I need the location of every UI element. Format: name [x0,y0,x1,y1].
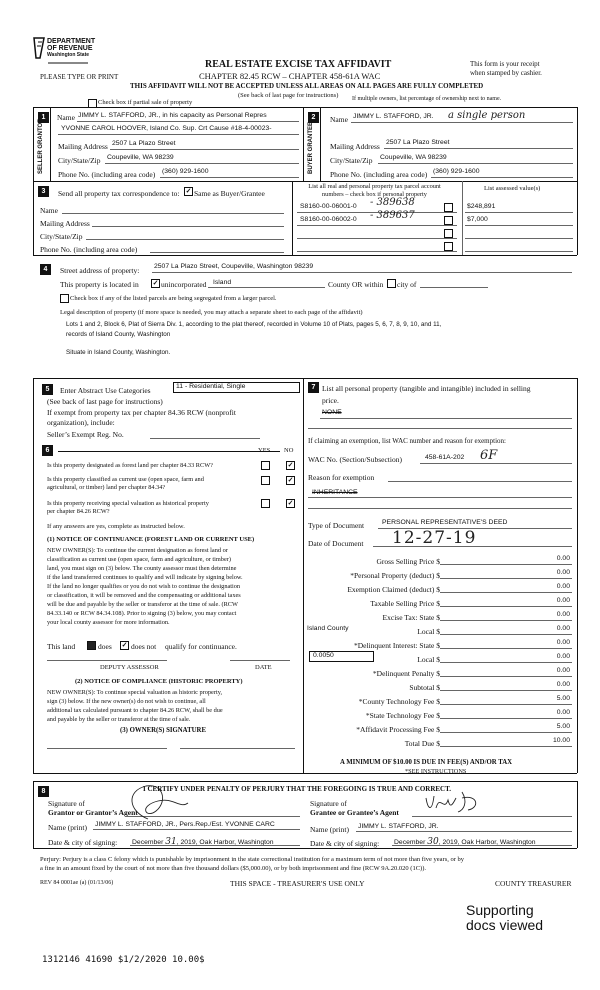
segregated-checkbox[interactable] [60,294,69,303]
notice2-line: NEW OWNER(S): To continue special valuation as historic property, [47,689,223,696]
personal-property-label-2: price. [322,396,339,405]
minimum-due-note: A MINIMUM OF $10.00 IS DUE IN FEE(S) AND/OR TAX [340,759,513,766]
section-5-badge: 5 [42,384,53,395]
doc-type-value[interactable]: PERSONAL REPRESENTATIVE'S DEED [382,519,508,526]
notice2-line: sign (3) below. If the new owner(s) do not wish to continue, all [47,698,206,705]
corr-phone-label: Phone No. (including area code) [40,245,138,254]
treasurer-space: THIS SPACE - TREASURER'S USE ONLY [230,879,365,888]
question-current-use-1: Is this property classified as current use (open space, farm and [47,476,204,483]
this-land-label: This land [47,642,76,651]
notice2-line: additional tax calculated pursuant to chapter 84.26 RCW, shall be due [47,707,223,714]
forest-yes-checkbox[interactable] [261,461,270,470]
grantee-date-rest: , 2019, Oak Harbor, Washington [438,839,536,846]
seller-vertical-label: SELLER GRANTOR [38,118,44,174]
certify-statement: I CERTIFY UNDER PENALTY OF PERJURY THAT THE FOREGOING IS TRUE AND CORRECT. [143,785,452,793]
tax-row-value[interactable]: 0.00 [556,625,570,632]
question-historic-1: Is this property receiving special valuation as historical property [47,500,209,507]
seller-exempt-reg-label: Seller’s Exempt Reg. No. [47,430,124,439]
tax-row-label: Taxable Selling Price $ [370,599,440,608]
dept-line3: Washington State [47,52,90,58]
assessed-value[interactable]: $248,891 [467,203,496,210]
grantee-sig-label-2: Grantee or Grantee’s Agent [310,808,399,817]
section5-see-back: (See back of last page for instructions) [47,397,163,406]
tax-row-label: Local $ [417,627,440,636]
yes-header: YES [258,447,271,454]
legal-label: Legal description of property (if more space is needed, you may attach a separate sheet to each page of the affidavit) [60,309,363,316]
city-of-label: city of [397,280,417,289]
tax-row-label: Gross Selling Price $ [376,557,440,566]
tax-row-label: Local $ [417,655,440,664]
notice1-line: 84.33.140 or RCW 84.34.108). Prior to signing (3) below, you may contact [47,610,237,617]
personal-property-checkbox[interactable] [444,229,453,238]
wac-label: WAC No. (Section/Subsection) [308,455,402,464]
tax-row-value[interactable]: 0.00 [556,583,570,590]
question-current-use-2: agricultural, or timber) land per chapter 84.34? [47,484,166,491]
notice1-line: NEW OWNER(S): To continue the current designation as forest land or [47,547,228,554]
grantee-date-label: Date & city of signing: [310,839,380,848]
grantor-sig-label-2: Grantor or Grantor’s Agent [48,808,138,817]
personal-property-label-1: List all personal property (tangible and intangible) included in selling [322,384,531,393]
tax-row-value[interactable]: 5.00 [556,723,570,730]
tax-row-value[interactable]: 0.00 [556,611,570,618]
supporting-line-1: Supporting [466,902,534,918]
personal-property-value[interactable]: NONE [322,409,342,416]
parcel-header-2: numbers – check box if personal property [322,191,427,198]
tax-row-label: *Delinquent Penalty $ [372,669,440,678]
dept-line1: DEPARTMENT [47,38,96,45]
assessor-date-label: DATE [255,664,272,671]
buyer-city[interactable]: Coupeville, WA 98239 [380,154,447,161]
personal-property-checkbox[interactable] [444,203,453,212]
tax-row-label: *Affidavit Processing Fee $ [356,725,440,734]
section-4-badge: 4 [40,264,51,275]
reason-label: Reason for exemption [308,473,375,482]
grantor-sig-label-1: Signature of [48,799,85,808]
see-instructions-note: *SEE INSTRUCTIONS [405,768,467,775]
dept-line2: OF REVENUE [47,45,93,52]
seller-address[interactable]: 2507 La Plazo Street [112,140,176,147]
legal-description-1: Lots 1 and 2, Block 6, Plat of Sierra Div. 1, according to the plat thereof, recorded in Volume 10 of Plats, pages 5, 6, 7, 8, 9, 10, and 11, [66,321,442,328]
perjury-line-1: Perjury: Perjury is a class C felony which is punishable by imprisonment in the state correctional institution for a maximum term of not more than five years, or by [40,856,465,863]
parcel-header-1: List all real and personal property tax parcel account [308,183,441,190]
current-use-no-checkbox[interactable]: ✓ [287,477,294,484]
buyer-name-label: Name [330,115,348,124]
county-suffix: County OR within [328,280,384,289]
corr-city-label: City/State/Zip [40,232,83,241]
unincorporated-checkbox[interactable]: ✓ [152,280,159,287]
county-name[interactable]: Island [213,279,232,286]
assessed-value-header: List assessed value(s) [484,185,541,192]
legal-description-2: records of Island County, Washington [66,331,171,338]
grantee-date-month: December [394,839,426,846]
tax-row-value[interactable]: 0.00 [556,653,570,660]
notice-compliance-text [47,688,223,724]
receipt-note-2: when stamped by cashier. [470,69,542,77]
notice-continuance-text [47,546,243,627]
notice1-line: classification as current use (open space, farm and agriculture, or timber) [47,556,231,563]
notice1-line: your local county assessor for more information. [47,619,170,626]
doc-date-value[interactable]: 12-27-19 [392,528,477,548]
notice2-line: and payable by the seller or transferor at the time of sale. [47,716,191,723]
same-as-buyer-checkbox[interactable]: ✓ [185,188,192,195]
wac-number[interactable]: 458-61A-202 [425,454,465,461]
tax-row-label: Exemption Claimed (deduct) $ [347,585,440,594]
personal-property-checkbox[interactable] [444,216,453,225]
tax-row-value[interactable]: 0.00 [556,639,570,646]
personal-property-checkbox[interactable] [444,242,453,251]
unincorporated-label: unincorporated [161,280,207,289]
form-title: REAL ESTATE EXCISE TAX AFFIDAVIT [205,59,392,70]
doc-date-label: Date of Document [308,539,364,548]
legal-description-3: Situate in Island County, Washington. [66,349,171,356]
grantee-name[interactable]: JIMMY L. STAFFORD, JR. [358,823,439,830]
forest-no-checkbox[interactable]: ✓ [287,462,294,469]
buyer-phone-label: Phone No. (including area code) [330,170,428,179]
no-header: NO [284,447,294,454]
section-1-badge: 1 [38,112,49,123]
seller-phone-label: Phone No. (including area code) [58,170,156,179]
deputy-assessor-label: DEPUTY ASSESSOR [100,664,159,671]
tax-row-label: Total Due $ [404,739,440,748]
supporting-line-2: docs viewed [466,917,544,933]
historic-no-checkbox[interactable]: ✓ [287,500,294,507]
does-label: does [98,642,112,651]
buyer-address-label: Mailing Address [330,142,380,151]
if-any-yes: If any answers are yes, complete as instructed below. [47,523,185,530]
buyer-name-handwritten: a single person [448,110,526,121]
tax-row-label: *State Technology Fee $ [365,711,440,720]
exempt-line-1: If exempt from property tax per chapter 84.36 RCW (nonprofit [47,408,236,417]
qualify-label: qualify for continuance. [165,642,237,651]
grantee-sig-label [310,799,399,817]
land-does-not-checkbox[interactable]: ✓ [121,642,128,649]
seller-city-label: City/State/Zip [58,156,101,165]
grantor-date-label: Date & city of signing: [48,838,118,847]
buyer-city-label: City/State/Zip [330,156,373,165]
buyer-phone[interactable]: (360) 929-1600 [433,168,480,175]
section-7-badge: 7 [308,382,319,393]
seller-city[interactable]: Coupeville, WA 98239 [107,154,174,161]
tax-row-label: *County Technology Fee $ [358,697,440,706]
tax-row-label: Excise Tax: State $ [382,613,440,622]
parcel-handwritten: - 389637 [370,210,415,221]
receipt-note [470,60,542,78]
corr-name-label: Name [40,206,58,215]
buyer-vertical-label: BUYER GRANTEE [308,121,314,174]
island-county-label: Island County [307,625,349,632]
tax-row-value[interactable]: 0.00 [556,555,570,562]
notice-compliance-title: (2) NOTICE OF COMPLIANCE (HISTORIC PROPERTY) [75,678,243,685]
see-back: (See back of last page for instructions) [238,92,339,99]
reason-value[interactable]: INHERITANCE [312,489,358,496]
tax-row-value[interactable]: 0.00 [556,569,570,576]
supporting-docs-stamp [466,903,543,933]
grantor-name-label: Name (print) [48,823,87,832]
receipt-stamp: 1312146 41690 $1/2/2020 10.00$ [42,955,205,965]
abstract-use-select[interactable]: 11 - Residential, Single [173,382,300,393]
grantor-signature[interactable] [118,781,198,821]
seller-name-line2[interactable]: YVONNE CAROL HOOVER, Island Co. Sup. Crt Cause #18-4-00023- [61,125,272,132]
county-treasurer: COUNTY TREASURER [495,879,572,888]
tax-row-label: *Delinquent Interest: State $ [353,641,440,650]
grantor-date-month: December [132,839,164,846]
receipt-note-1: This form is your receipt [470,60,540,68]
grantor-date-rest: , 2019, Oak Harbor, Washington [176,839,274,846]
form-warning: THIS AFFIDAVIT WILL NOT BE ACCEPTED UNLESS ALL AREAS ON ALL PAGES ARE FULLY COMPLETED [130,82,484,90]
multiple-owners-note: If multiple owners, list percentage of ownership next to name. [352,96,502,102]
notice1-line: if the land transferred continues to qualify and will indicate by signing below. [47,574,243,581]
abstract-use-label: Enter Abstract Use Categories [60,386,151,395]
tax-row-value[interactable]: 0.00 [556,597,570,604]
corr-address-label: Mailing Address [40,219,90,228]
grantor-name[interactable]: JIMMY L. STAFFORD, JR., Pers.Rep./Est. YVONNE CARC [95,821,275,828]
land-does-checkbox[interactable] [87,641,96,650]
grantee-sig-label-1: Signature of [310,799,347,808]
grantor-date-day: 31 [165,837,177,847]
parcel-number[interactable]: S8160-00-06001-0 [300,203,357,210]
perjury-note [40,855,464,873]
question-forest-land: Is this property designated as forest land per chapter 84.33 RCW? [47,462,213,469]
notice-continuance-title: (1) NOTICE OF CONTINUANCE (FOREST LAND OR CURRENT USE) [47,536,255,543]
tax-row-value[interactable]: 0.00 [556,709,570,716]
section-2-badge: 2 [308,112,319,123]
parcel-number[interactable]: S8160-00-06002-0 [300,216,357,223]
owner-signature-label: (3) OWNER(S) SIGNATURE [120,727,206,734]
street-address[interactable]: 2507 La Plazo Street, Coupeville, Washington 98239 [154,263,314,270]
does-not-label: does not [131,642,157,651]
segregated-label: Check box if any of the listed parcels are being segregated from a larger parcel. [70,295,277,302]
current-use-yes-checkbox[interactable] [261,476,270,485]
tax-row-label: Subtotal $ [409,683,440,692]
tax-row-value[interactable]: 5.00 [556,695,570,702]
exempt-line-2: organization), include: [47,418,115,427]
notice1-line: or classification, it will be removed and the compensating or additional taxes [47,592,241,599]
tax-row-value[interactable]: 10.00 [552,737,570,744]
partial-sale-label: Check box if partial sale of property [98,99,193,106]
section-8-badge: 8 [38,786,49,797]
same-as-buyer-label: Same as Buyer/Grantee [194,189,265,198]
please-type: PLEASE TYPE OR PRINT [40,73,119,81]
wac-handwritten: 6F [480,448,498,463]
notice1-line: land, you must sign on (3) below. The county assessor must then determine [47,565,237,572]
grantee-date-day: 30 [427,837,439,847]
section-6-badge: 6 [42,445,53,456]
street-label: Street address of property: [60,266,140,275]
assessed-value[interactable]: $7,000 [467,216,488,223]
correspondence-label: Send all property tax correspondence to: [58,189,180,198]
perjury-line-2: a fine in an amount fixed by the court of not more than five thousand dollars ($5,000.00), or by both imprisonment and fine (RCW 9A.20.020 (1C)). [40,865,427,872]
grantee-signature[interactable] [418,788,498,816]
doc-type-label: Type of Document [308,521,365,530]
question-historic-2: per chapter 84.26 RCW? [47,508,110,515]
seller-name[interactable]: JIMMY L. STAFFORD, JR., in his capacity as Personal Repres [78,112,267,119]
historic-yes-checkbox[interactable] [261,499,270,508]
tax-row-label: *Personal Property (deduct) $ [350,571,440,580]
local-rate[interactable]: 0.0050 [309,651,374,662]
seller-phone[interactable]: (360) 929-1600 [162,168,209,175]
section-3-badge: 3 [38,186,49,197]
located-prefix: This property is located in [60,280,139,289]
notice1-line: will be due and payable by the seller or transferor at the time of sale. (RCW [47,601,238,608]
grantee-name-label: Name (print) [310,825,349,834]
exemption-label: If claiming an exemption, list WAC number and reason for exemption: [308,437,506,445]
tax-row-value[interactable]: 0.00 [556,681,570,688]
notice1-line: If the land no longer qualifies or you do not wish to continue the designation [47,583,241,590]
form-subtitle: CHAPTER 82.45 RCW – CHAPTER 458-61A WAC [199,71,381,81]
form-revision: REV 84 0001ae (a) (01/13/06) [40,880,114,886]
buyer-address[interactable]: 2507 La Plazo Street [386,139,450,146]
seller-address-label: Mailing Address [58,142,108,151]
buyer-name[interactable]: JIMMY L. STAFFORD, JR. [353,113,434,120]
seller-name-label: Name [57,113,75,122]
city-of-checkbox[interactable] [387,279,396,288]
tax-row-value[interactable]: 0.00 [556,667,570,674]
parcel-handwritten: - 389638 [370,197,415,208]
